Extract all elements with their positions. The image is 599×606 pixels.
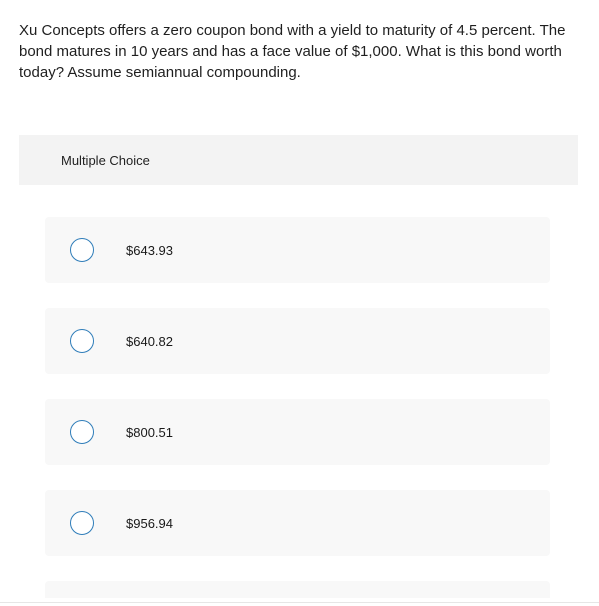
radio-button-icon[interactable] xyxy=(70,238,94,262)
option-label: $640.82 xyxy=(126,333,173,349)
radio-button-icon[interactable] xyxy=(70,420,94,444)
option-label: $800.51 xyxy=(126,424,173,440)
question-text: Xu Concepts offers a zero coupon bond with a yield to maturity of 4.5 percent. The bond matures in 10 years and has a face value of $1,000. What is this bond worth today? Assume semiannual compounding. xyxy=(19,22,566,81)
option-3[interactable] xyxy=(45,399,550,465)
radio-button-icon[interactable] xyxy=(70,329,94,353)
radio-button-icon[interactable] xyxy=(70,511,94,535)
option-5-partial[interactable] xyxy=(45,581,550,598)
option-1[interactable] xyxy=(45,217,550,283)
multiple-choice-header: Multiple Choice xyxy=(61,152,150,168)
option-4[interactable] xyxy=(45,490,550,556)
option-label: $643.93 xyxy=(126,242,173,258)
option-2[interactable] xyxy=(45,308,550,374)
divider xyxy=(0,602,599,603)
options-list xyxy=(19,185,578,598)
option-label: $956.94 xyxy=(126,515,173,531)
multiple-choice-panel xyxy=(19,135,578,598)
